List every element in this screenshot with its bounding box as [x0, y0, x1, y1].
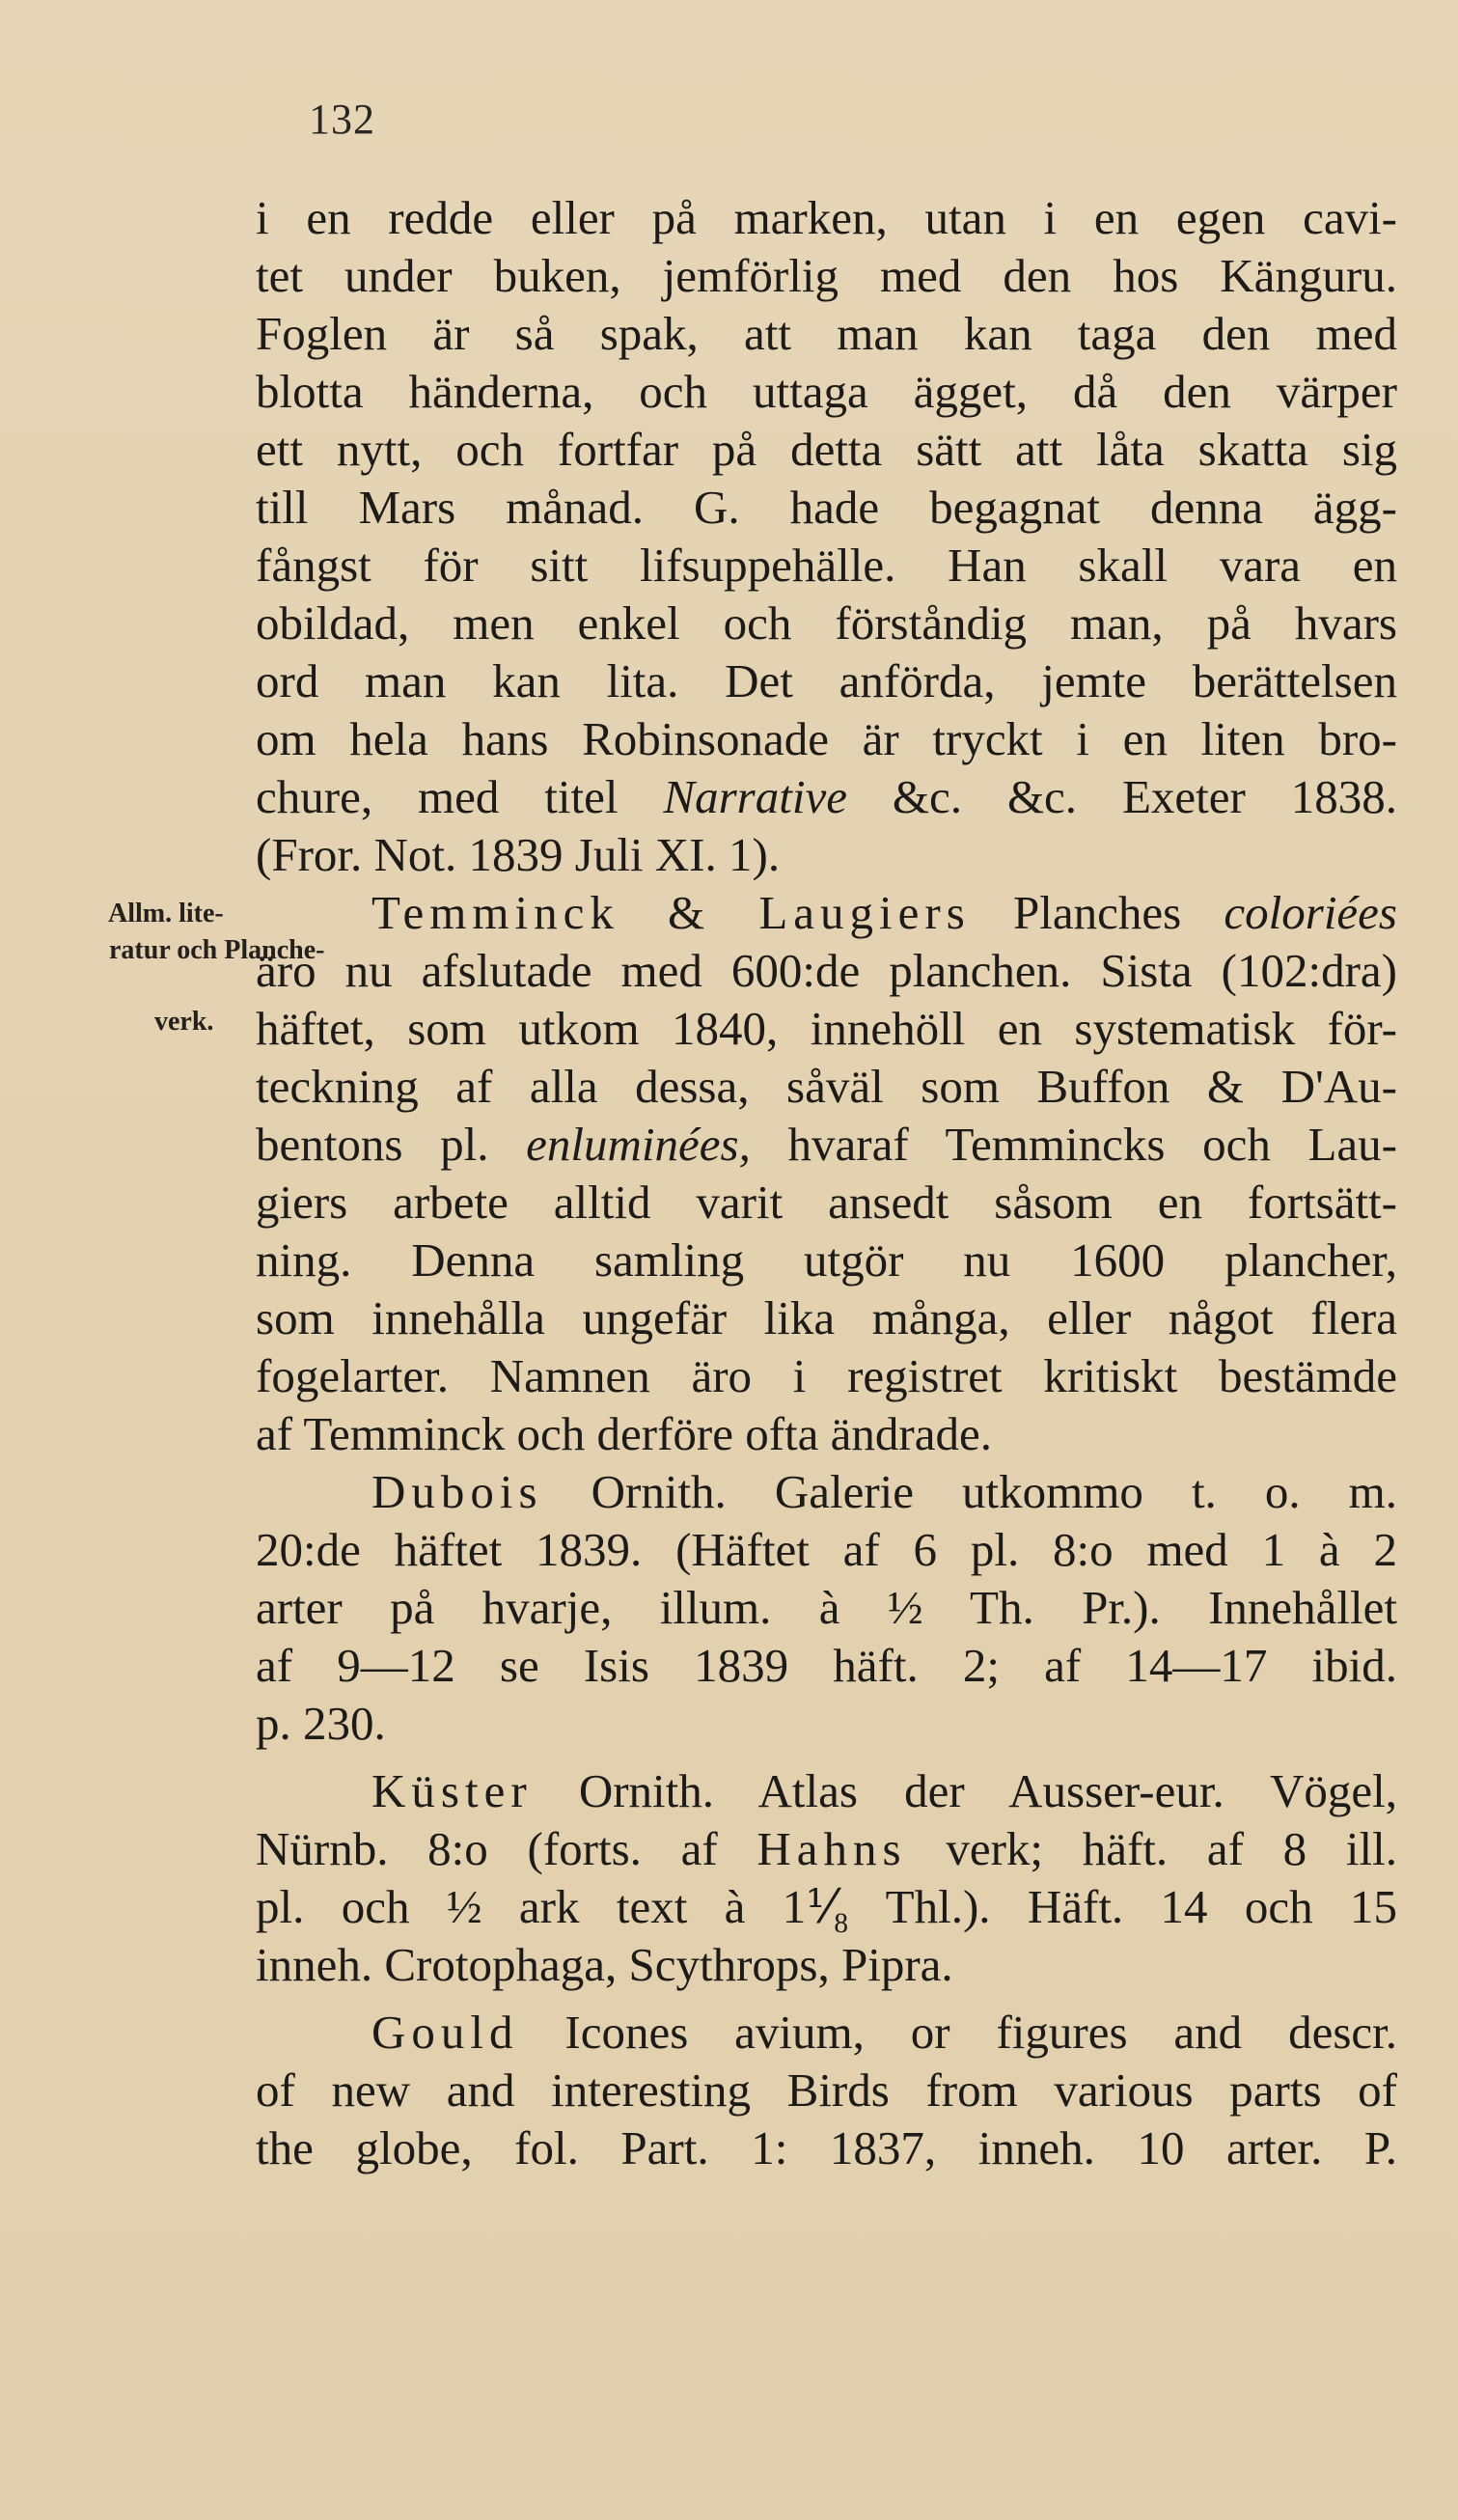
italic-title: enluminées,: [526, 1118, 751, 1171]
text-line: fogelarter. Namnen äro i registret kritiskt bestämde: [256, 1349, 1397, 1402]
text-line: af Temminck och derföre ofta ändrade.: [256, 1407, 992, 1460]
text-line: giers arbete alltid varit ansedt såsom en fortsätt-: [256, 1176, 1397, 1229]
text-line: 20:de häftet 1839. (Häftet af 6 pl. 8:o med 1 à 2: [256, 1523, 1397, 1576]
text-segment: Nürnb. 8:o (forts. af: [256, 1822, 718, 1875]
text-line: arter på hvarje, illum. à ½ Th. Pr.). Innehållet: [256, 1581, 1397, 1634]
text-line: ett nytt, och fortfar på detta sätt att låta skatta sig: [256, 423, 1397, 476]
text-line-mixed: [371, 2004, 1397, 2062]
text-line: om hela hans Robinsonade är tryckt i en liten bro-: [256, 712, 1397, 765]
text-segment: chure, med titel: [256, 770, 619, 823]
text-line: häftet, som utkom 1840, innehöll en systematisk för-: [256, 1002, 1397, 1055]
text-line-mixed: [371, 1463, 1397, 1521]
text-line: the globe, fol. Part. 1: 1837, inneh. 10 arter. P.: [256, 2121, 1397, 2174]
text-line: ord man kan lita. Det anförda, jemte berättelsen: [256, 654, 1397, 707]
text-line: teckning af alla dessa, såväl som Buffon & D'Au-: [256, 1060, 1397, 1113]
text-segment: Ornith. Galerie utkommo t. o. m.: [591, 1465, 1397, 1518]
text-line: i en redde eller på marken, utan i en egen cavi-: [256, 191, 1397, 244]
text-line: ning. Denna samling utgör nu 1600 plancher,: [256, 1233, 1397, 1287]
text-line-mixed: [256, 1820, 1397, 1878]
text-line: äro nu afslutade med 600:de planchen. Sista (102:dra): [256, 944, 1397, 997]
author-name: Dubois: [371, 1465, 543, 1518]
text-line: (Fror. Not. 1839 Juli XI. 1).: [256, 828, 781, 881]
text-line-mixed: [371, 1762, 1397, 1820]
author-name: Küster: [371, 1764, 533, 1817]
italic-title: coloriées: [1224, 886, 1398, 939]
author-name: Temminck & Laugiers: [371, 886, 971, 939]
text-segment: bentons pl.: [256, 1118, 489, 1171]
text-line-mixed: [256, 768, 1397, 826]
text-line: obildad, men enkel och förståndig man, på hvars: [256, 596, 1397, 650]
text-line: Foglen är så spak, att man kan taga den med: [256, 307, 1397, 360]
text-line: pl. och ½ ark text à 1⅟₈ Thl.). Häft. 14 och 15: [256, 1880, 1397, 1933]
text-segment: Ornith. Atlas der Ausser-eur. Vögel,: [578, 1764, 1397, 1817]
margin-note: Allm. lite-: [108, 899, 224, 928]
page-number: 132: [309, 96, 375, 143]
author-name: Gould: [371, 2006, 519, 2059]
text-segment: &c. &c. Exeter 1838.: [892, 770, 1398, 823]
text-line: tet under buken, jemförlig med den hos Känguru.: [256, 249, 1397, 302]
text-line: fångst för sitt lifsuppehälle. Han skall vara en: [256, 539, 1397, 592]
text-segment: Planches: [1013, 886, 1182, 939]
text-line: af 9—12 se Isis 1839 häft. 2; af 14—17 ibid.: [256, 1639, 1397, 1692]
text-line: till Mars månad. G. hade begagnat denna ägg-: [256, 481, 1397, 534]
text-line: som innehålla ungefär lika många, eller något flera: [256, 1291, 1397, 1344]
text-line: blotta händerna, och uttaga ägget, då den värper: [256, 365, 1397, 418]
text-segment: verk; häft. af 8 ill.: [946, 1822, 1397, 1875]
text-line-mixed: [371, 884, 1397, 942]
author-name: Hahns: [757, 1822, 907, 1875]
text-segment: Icones avium, or figures and descr.: [564, 2006, 1398, 2059]
margin-note: verk.: [154, 1007, 214, 1037]
text-segment: hvaraf Temmincks och Lau-: [787, 1118, 1398, 1171]
text-line-mixed: [256, 1116, 1397, 1174]
margin-note: ratur och Planche-: [109, 935, 325, 965]
text-line: of new and interesting Birds from various parts of: [256, 2063, 1397, 2117]
text-line: p. 230.: [256, 1697, 386, 1750]
text-line: inneh. Crotophaga, Scythrops, Pipra.: [256, 1938, 953, 1991]
italic-title: Narrative: [663, 770, 847, 823]
